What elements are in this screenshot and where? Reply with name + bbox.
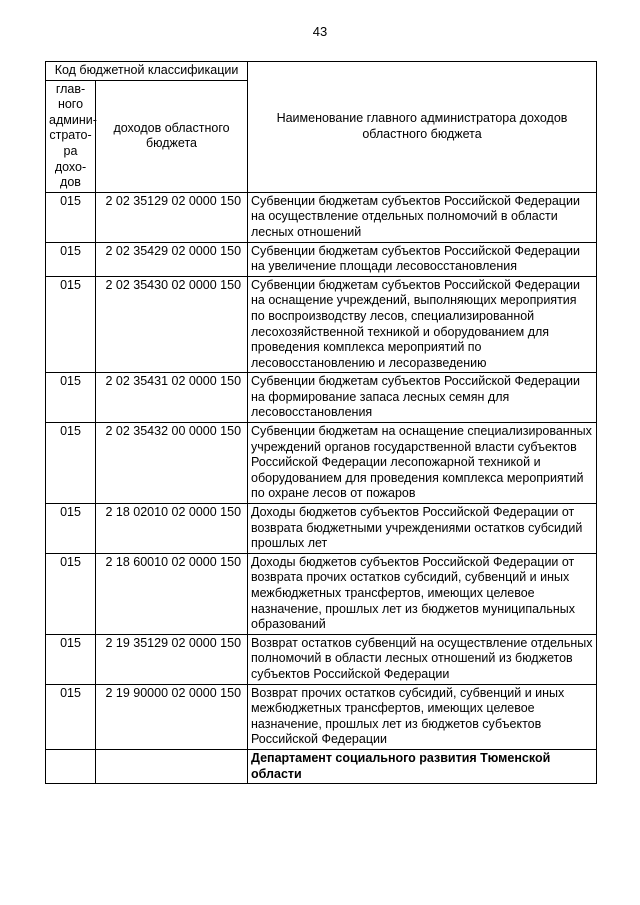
header-revenue-code: доходов областного бюджета (96, 80, 248, 192)
revenue-code-cell: 2 02 35129 02 0000 150 (96, 192, 248, 242)
department-heading-cell: Департамент социального развития Тюменской области (248, 749, 597, 783)
revenue-code-cell: 2 18 60010 02 0000 150 (96, 553, 248, 634)
revenue-code-cell: 2 02 35429 02 0000 150 (96, 242, 248, 276)
revenue-name-cell: Возврат прочих остатков субсидий, субвенций и иных межбюджетных трансфертов, имеющих целевое назначение, прошлых лет из бюджетов субъектов Российской Федерации (248, 684, 597, 749)
revenue-name-cell: Доходы бюджетов субъектов Российской Федерации от возврата бюджетными учреждениями остатков субсидий прошлых лет (248, 504, 597, 554)
admin-code-cell: 015 (46, 276, 96, 373)
table-row (46, 373, 597, 423)
table-body (46, 192, 597, 783)
admin-code-cell (46, 749, 96, 783)
admin-code-cell: 015 (46, 242, 96, 276)
revenue-code-cell (96, 749, 248, 783)
admin-code-cell: 015 (46, 423, 96, 504)
revenue-code-cell: 2 18 02010 02 0000 150 (96, 504, 248, 554)
page-number: 43 (312, 24, 328, 39)
table-row (46, 276, 597, 373)
revenue-name-cell: Субвенции бюджетам субъектов Российской Федерации на осуществление отдельных полномочий в области лесных отношений (248, 192, 597, 242)
revenue-name-cell: Возврат остатков субвенций на осуществление отдельных полномочий в области лесных отношений из бюджетов субъектов Российской Федерации (248, 634, 597, 684)
table-row (46, 553, 597, 634)
revenue-code-cell: 2 19 90000 02 0000 150 (96, 684, 248, 749)
admin-code-cell: 015 (46, 553, 96, 634)
header-chief-administrator: глав-ного админи-страто-ра дохо-дов (46, 80, 96, 192)
revenue-name-cell: Доходы бюджетов субъектов Российской Федерации от возврата прочих остатков субсидий, субвенций и иных межбюджетных трансфертов, имеющих целевое назначение, прошлых лет из бюджетов муниципальных образований (248, 553, 597, 634)
revenue-name-cell: Субвенции бюджетам на оснащение специализированных учреждений органов государственной власти субъектов Российской Федерации лесопожарной техникой и оборудованием для проведения комплекса мероприятий по охране лесов от пожаров (248, 423, 597, 504)
table-header (46, 62, 597, 193)
budget-classification-table (45, 61, 597, 784)
admin-code-cell: 015 (46, 634, 96, 684)
admin-code-cell: 015 (46, 373, 96, 423)
revenue-name-cell: Субвенции бюджетам субъектов Российской Федерации на формирование запаса лесных семян для лесовосстановления (248, 373, 597, 423)
table-row (46, 192, 597, 242)
revenue-code-cell: 2 02 35432 00 0000 150 (96, 423, 248, 504)
admin-code-cell: 015 (46, 504, 96, 554)
admin-code-cell: 015 (46, 192, 96, 242)
revenue-code-cell: 2 02 35431 02 0000 150 (96, 373, 248, 423)
table-row (46, 423, 597, 504)
revenue-code-cell: 2 19 35129 02 0000 150 (96, 634, 248, 684)
admin-code-cell: 015 (46, 684, 96, 749)
table-row (46, 634, 597, 684)
table-row (46, 684, 597, 749)
revenue-name-cell: Субвенции бюджетам субъектов Российской Федерации на оснащение учреждений, выполняющих мероприятия по воспроизводству лесов, специализированной лесохозяйственной техникой и оборудованием для проведения комплекса мероприятий по лесовосстановлению и лесоразведению (248, 276, 597, 373)
revenue-name-cell: Субвенции бюджетам субъектов Российской Федерации на увеличение площади лесовосстановления (248, 242, 597, 276)
table-row (46, 504, 597, 554)
table-row (46, 242, 597, 276)
revenue-code-cell: 2 02 35430 02 0000 150 (96, 276, 248, 373)
header-administrator-name: Наименование главного администратора доходов областного бюджета (248, 62, 597, 193)
header-budget-code-group: Код бюджетной классификации (46, 62, 248, 81)
section-heading-row (46, 749, 597, 783)
